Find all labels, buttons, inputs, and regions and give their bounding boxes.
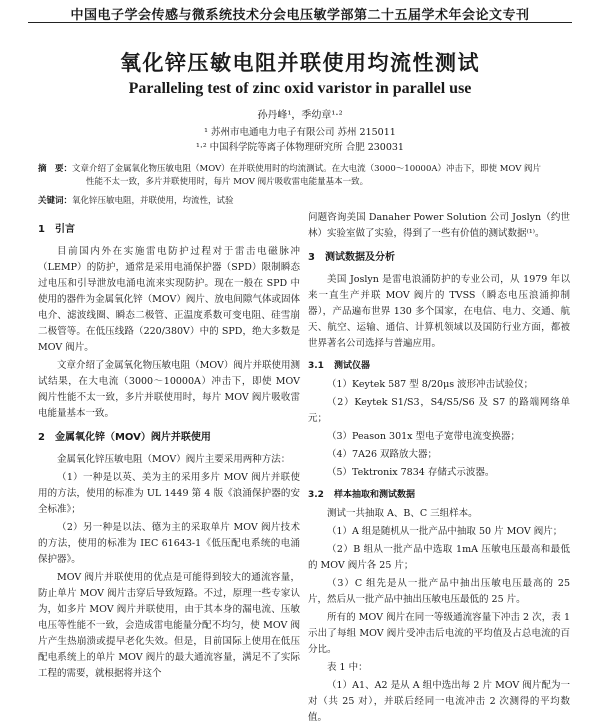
paragraph: 文章介绍了金属氧化物压敏电阻（MOV）阀片并联使用测试结果，在大电流（3000～10000A）冲击下，即使 MOV 阀片性能不太一致，多片并联使用时，每片 MOV 阀片吸收雷电能量基本一致。 <box>38 360 300 419</box>
section-1-heading <box>38 222 300 238</box>
paragraph: 表 1 中： <box>327 662 368 673</box>
section-number: 3 <box>308 252 315 263</box>
abstract-line-1 <box>38 163 563 176</box>
list-item: （3）C 组先是从一批产品中抽出压敏电压最高的 25 片，然后从一批产品中抽出压敏电压最低的 25 片。 <box>308 578 570 605</box>
keywords <box>38 194 563 206</box>
list-item: （1）一种是以英、美为主的采用多片 MOV 阀片并联使用的方法，使用的标准为 UL 1449 第 4 版《浪涌保护器的安全标准》； <box>38 472 300 515</box>
paragraph: 测试一共抽取 A、B、C 三组样本。 <box>327 508 478 519</box>
paragraph: 问题咨询美国 Danaher Power Solution 公司 Joslyn（约世林）实验室做了实验，得到了一些有价值的测试数据⁽¹⁾。 <box>308 212 570 239</box>
header-rule <box>28 22 572 23</box>
right-column <box>308 210 570 728</box>
paragraph: 所有的 MOV 阀片在同一等级通流容量下冲击 2 次，表 1 示出了每组 MOV 阀片受冲击后电流的平均值及占总电流的百分比。 <box>308 612 570 655</box>
abstract-text-1: 文章介绍了金属氧化物压敏电阻（MOV）在并联使用时的均流测试。在大电流（3000～10000A）冲击下，即使 MOV 阀片 <box>72 164 542 174</box>
abstract-text-2: 性能不太一致，多片并联使用时，每片 MOV 阀片吸收雷电能量基本一致。 <box>86 177 369 187</box>
list-item: （1）Keytek 587 型 8/20μs 波形冲击试验仪； <box>327 379 534 390</box>
section-title: 引言 <box>54 224 75 235</box>
section-2-heading <box>38 430 300 446</box>
section-number: 2 <box>38 432 45 443</box>
proceedings-header: 中国电子学会传感与微系统技术分会电压敏学部第二十五届学术年会论文专刊 <box>70 8 530 23</box>
section-title: 金属氧化锌（MOV）阀片并联使用 <box>54 432 211 443</box>
subsection-3-2-heading <box>308 487 570 503</box>
title-chinese: 氧化锌压敏电阻并联使用均流性测试 <box>120 51 480 75</box>
paragraph: （1）A1、A2 是从 A 组中选出每 2 片 MOV 阀片配为一对（共 25 对），并联后经同一电流冲击 2 次测得的平均数值。 <box>308 680 570 723</box>
subsection-title: 测试仪器 <box>333 361 370 371</box>
paragraph: MOV 阀片并联使用的优点是可能得到较大的通流容量，防止单片 MOV 阀片击穿后导致短路。不过，原理一些专家认为，如多片 MOV 阀片并联使用，由于其本身的漏电流、压敏电压等性能不一致，会造成雷电能量分配不均匀，使 MOV 阀片产生热崩溃或提早老化失效。但是，目前国际上使用在低压配电系统上的单片 MOV 阀片的最大通流容量，满足不了实际工程的需要，就根据将并这个 <box>38 572 300 679</box>
subsection-number: 3.2 <box>308 490 324 500</box>
section-title: 测试数据及分析 <box>324 252 395 263</box>
section-number: 1 <box>38 224 45 235</box>
subsection-3-1-heading <box>308 358 570 374</box>
authors: 孙丹峰¹，季幼章¹·² <box>257 110 343 121</box>
paragraph: 金属氧化锌压敏电阻（MOV）阀片主要采用两种方法： <box>57 454 291 465</box>
list-item: （4）7A26 双路放大器； <box>327 449 438 460</box>
list-item: （1）A 组是随机从一批产品中抽取 50 片 MOV 阀片； <box>327 526 563 537</box>
abstract <box>38 163 563 189</box>
list-item: （3）Peason 301x 型电子宽带电流变换器； <box>327 431 521 442</box>
affiliation-1: ¹ 苏州市电通电力电子有限公司 苏州 215011 <box>204 127 396 138</box>
subsection-title: 样本抽取和测试数据 <box>333 490 415 500</box>
left-column <box>38 214 300 684</box>
subsection-number: 3.1 <box>308 361 324 371</box>
paragraph: 美国 Joslyn 是雷电浪涌防护的专业公司，从 1979 年以来一直生产并联 MOV 阀片的 TVSS（瞬态电压浪涌抑制器），产品遍布世界 130 多个国家，在电信、电力、交通、航天、航空、运输、通信、计算机领域以及国防行业方面，都被世界著名公司选择与普遍应用。 <box>308 274 570 349</box>
keywords-text: 氧化锌压敏电阻，并联使用，均流性，试验 <box>72 196 234 206</box>
abstract-label: 摘 要： <box>38 164 73 174</box>
paragraph: 目前国内外在实施雷电防护过程对于雷击电磁脉冲（LEMP）的防护，通常是采用电涌保护器（SPD）限制瞬态过电压和引导泄放电涌电流来实现防护。现在一般在 SPD 中使用的器件为金属氧化锌（MOV）阀片、放电间隙气体或固体电介、滤波线圈、瞬态二极管、正温度系数可变电阻、硅雪崩二极管等。在低压线路（220/380V）中的 SPD，绝大多数是 MOV 阀片。 <box>38 246 300 353</box>
list-item: （5）Tektronix 7834 存储式示波器。 <box>327 467 495 478</box>
affiliation-2: ¹·² 中国科学院等离子体物理研究所 合肥 230031 <box>196 142 404 153</box>
list-item: （2）另一种是以法、德为主的采取单片 MOV 阀片技术的方法，使用的标准为 IEC 61643-1《低压配电系统的电涌保护器》。 <box>38 522 300 565</box>
list-item: （2）B 组从一批产品中选取 1mA 压敏电压最高和最低的 MOV 阀片各 25 片； <box>308 544 570 571</box>
title-english: Paralleling test of zinc oxid varistor in parallel use <box>128 80 472 97</box>
list-item: （2）Keytek S1/S3，S4/S5/S6 及 S7 的路端网络单元； <box>308 397 570 424</box>
keywords-label: 关键词： <box>38 196 73 206</box>
section-3-heading <box>308 250 570 266</box>
